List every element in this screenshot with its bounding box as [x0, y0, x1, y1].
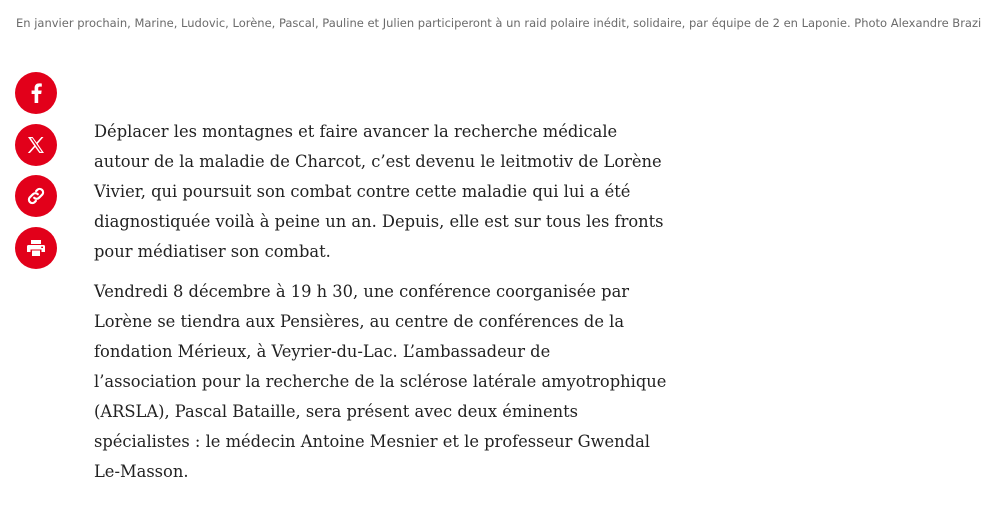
x-icon: [27, 136, 45, 154]
print-button[interactable]: [15, 227, 57, 269]
print-icon: [26, 239, 46, 257]
paragraph-line: Vivier, qui poursuit son combat contre cette maladie qui lui a été: [94, 182, 631, 201]
paragraph-line: diagnostiquée voilà à peine un an. Depuis, elle est sur tous les fronts: [94, 212, 664, 231]
photo-caption: En janvier prochain, Marine, Ludovic, Lorène, Pascal, Pauline et Julien participeront à un raid polaire inédit, solidaire, par équipe de 2 en Laponie. Photo Alexandre Brazi: [16, 16, 982, 30]
paragraph-line: Lorène se tiendra aux Pensières, au centre de conférences de la: [94, 312, 625, 331]
article-body: [94, 117, 667, 497]
share-facebook-button[interactable]: [15, 72, 57, 114]
article-paragraph-1: [94, 117, 664, 267]
paragraph-line: Vendredi 8 décembre à 19 h 30, une conférence coorganisée par: [94, 282, 630, 301]
paragraph-line: l’association pour la recherche de la sclérose latérale amyotrophique: [94, 372, 667, 391]
paragraph-line: Déplacer les montagnes et faire avancer la recherche médicale: [94, 122, 618, 141]
share-bar: [15, 72, 57, 278]
paragraph-line: spécialistes : le médecin Antoine Mesnier et le professeur Gwendal: [94, 432, 650, 451]
paragraph-line: Le-Masson.: [94, 462, 189, 481]
paragraph-line: fondation Mérieux, à Veyrier-du-Lac. L’ambassadeur de: [94, 342, 551, 361]
paragraph-line: (ARSLA), Pascal Bataille, sera présent avec deux éminents: [94, 402, 579, 421]
link-icon: [26, 186, 46, 206]
article-paragraph-2: [94, 277, 667, 487]
facebook-icon: [29, 83, 43, 103]
paragraph-line: autour de la maladie de Charcot, c’est devenu le leitmotiv de Lorène: [94, 152, 662, 171]
paragraph-line: pour médiatiser son combat.: [94, 242, 331, 261]
copy-link-button[interactable]: [15, 175, 57, 217]
share-x-button[interactable]: [15, 124, 57, 166]
